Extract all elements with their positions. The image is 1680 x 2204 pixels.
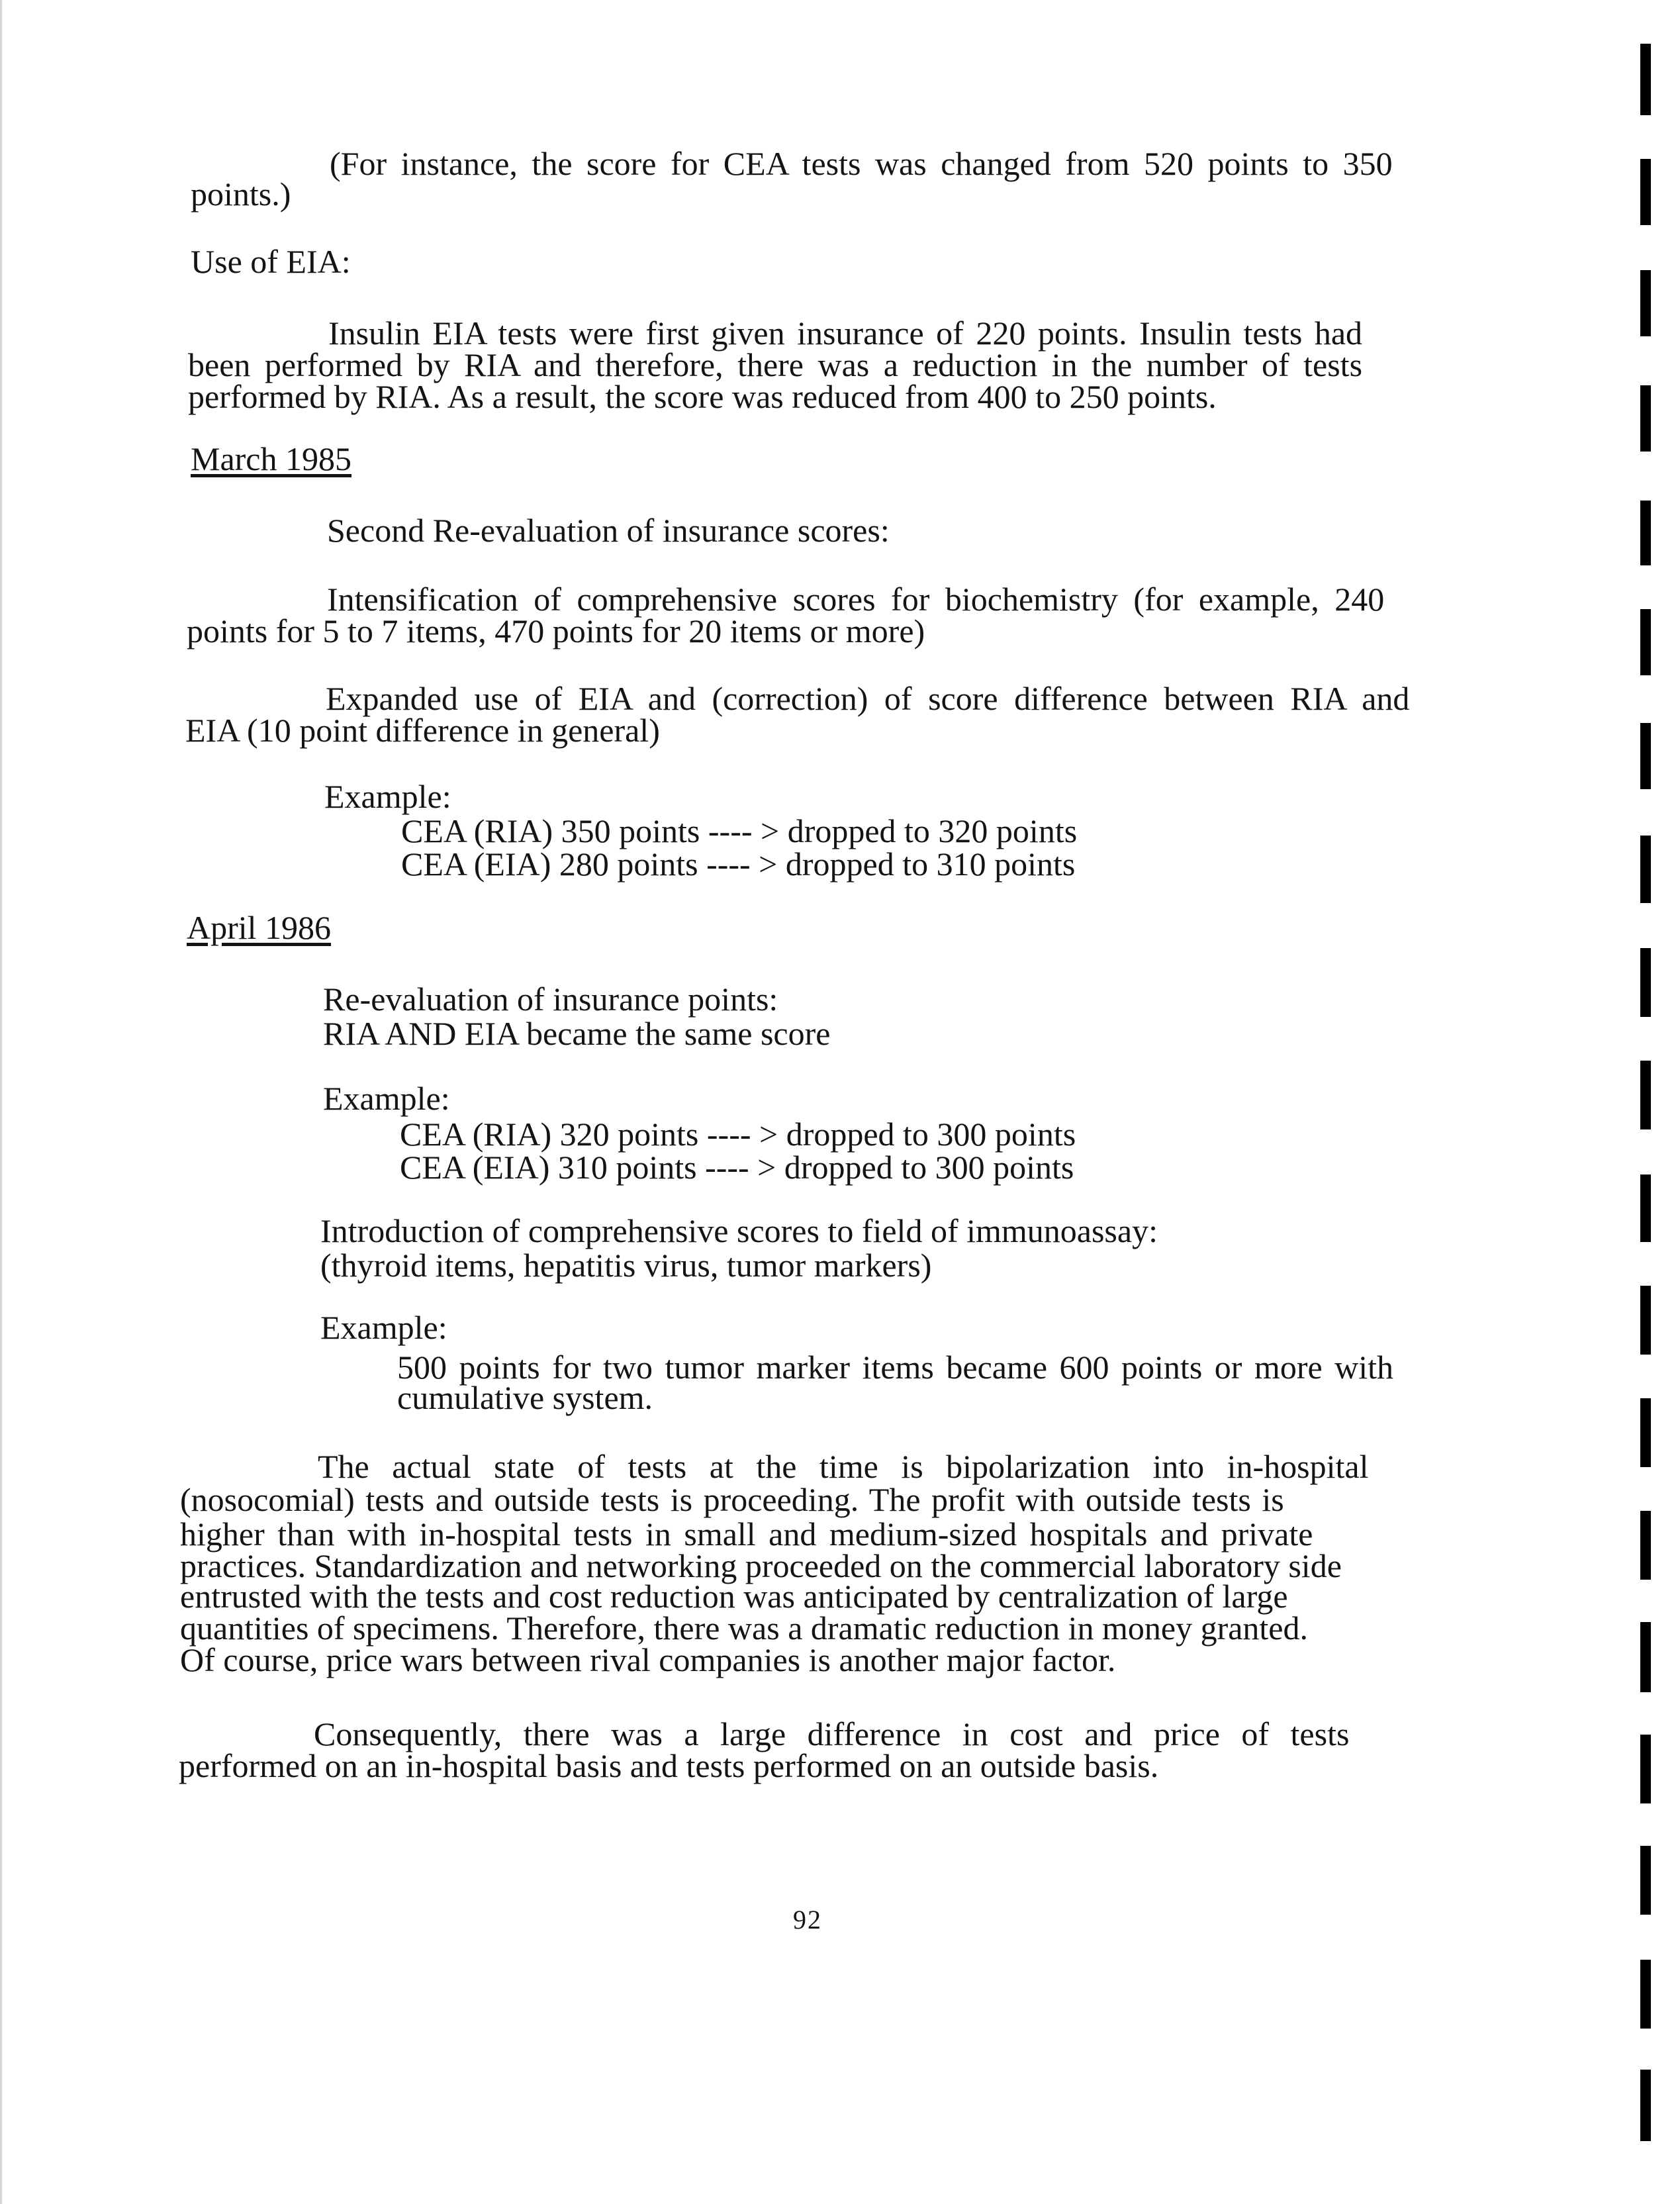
text-line: points.) [191, 175, 291, 213]
example-item: CEA (EIA) 280 points ---- > dropped to 310 points [401, 845, 1076, 883]
margin-mark [1640, 2070, 1651, 2141]
example-label: Example: [320, 1309, 447, 1346]
margin-mark [1640, 1174, 1651, 1242]
page-number: 92 [793, 1905, 822, 1935]
example-item: cumulative system. [397, 1379, 653, 1416]
margin-mark [1640, 385, 1651, 452]
text-line: performed by RIA. As a result, the score was reduced from 400 to 250 points. [188, 378, 1217, 415]
scan-edge [0, 0, 2, 2204]
margin-mark [1640, 1960, 1651, 2029]
margin-mark [1640, 609, 1651, 675]
margin-mark [1640, 270, 1651, 336]
margin-mark [1640, 836, 1651, 903]
text-line: Insulin EIA tests were first given insurance of 220 points. Insulin tests had [328, 314, 1363, 352]
text-line: The actual state of tests at the time is bipolarization into in-hospital [318, 1448, 1369, 1485]
section-heading-march-1985: March 1985 [191, 440, 351, 477]
text-line: Consequently, there was a large difference in cost and price of tests [314, 1715, 1350, 1752]
margin-mark [1640, 948, 1651, 1017]
example-item: CEA (RIA) 350 points ---- > dropped to 320 points [401, 812, 1078, 849]
text-line: been performed by RIA and therefore, there was a reduction in the number of tests [188, 346, 1363, 383]
text-line: entrusted with the tests and cost reduction was anticipated by centralization of large [180, 1578, 1288, 1615]
margin-mark [1640, 501, 1651, 565]
text-line: (thyroid items, hepatitis virus, tumor markers) [320, 1247, 932, 1284]
text-line: higher than with in-hospital tests in small and medium-sized hospitals and private [180, 1515, 1313, 1553]
section-heading-eia: Use of EIA: [191, 243, 351, 280]
text-line: quantities of specimens. Therefore, there was a dramatic reduction in money granted. [180, 1609, 1309, 1647]
margin-mark [1640, 1061, 1651, 1129]
text-line: (For instance, the score for CEA tests was changed from 520 points to 350 [330, 145, 1393, 182]
margin-mark [1640, 1511, 1651, 1580]
example-item: CEA (EIA) 310 points ---- > dropped to 300 points [400, 1149, 1074, 1186]
text-line: Intensification of comprehensive scores for biochemistry (for example, 240 [327, 581, 1385, 618]
text-line: Introduction of comprehensive scores to field of immunoassay: [320, 1212, 1158, 1249]
text-line: Re-evaluation of insurance points: [323, 981, 778, 1018]
margin-mark [1640, 159, 1651, 225]
margin-mark [1640, 1398, 1651, 1467]
section-heading-april-1986: April 1986 [187, 909, 332, 946]
example-label: Example: [323, 1080, 450, 1117]
text-line: practices. Standardization and networking proceeded on the commercial laboratory side [180, 1547, 1342, 1584]
scan-margin-marks [1640, 0, 1654, 2204]
example-item: 500 points for two tumor marker items became 600 points or more with [397, 1349, 1394, 1386]
margin-mark [1640, 1622, 1651, 1692]
text-line: Expanded use of EIA and (correction) of score difference between RIA and [326, 680, 1410, 717]
text-line: points for 5 to 7 items, 470 points for 20 items or more) [187, 612, 925, 649]
margin-mark [1640, 723, 1651, 789]
margin-mark [1640, 1735, 1651, 1803]
text-line: EIA (10 point difference in general) [185, 712, 660, 749]
text-line: (nosocomial) tests and outside tests is proceeding. The profit with outside tests is [180, 1481, 1284, 1518]
text-line: RIA AND EIA became the same score [323, 1015, 831, 1052]
text-line: Of course, price wars between rival companies is another major factor. [180, 1641, 1116, 1678]
margin-mark [1640, 44, 1651, 115]
example-item: CEA (RIA) 320 points ---- > dropped to 300 points [400, 1116, 1076, 1153]
margin-mark [1640, 1846, 1651, 1915]
example-label: Example: [324, 778, 451, 815]
text-line: performed on an in-hospital basis and tests performed on an outside basis. [179, 1747, 1159, 1784]
text-line: Second Re-evaluation of insurance scores: [327, 512, 890, 549]
margin-mark [1640, 1286, 1651, 1355]
